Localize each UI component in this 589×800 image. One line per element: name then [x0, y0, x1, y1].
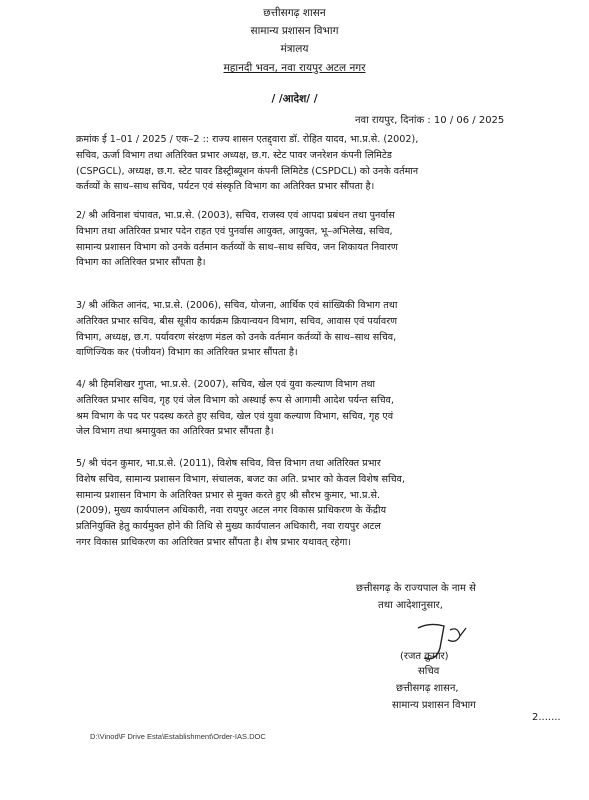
paragraph-line: सामान्य प्रशासन विभाग के अतिरिक्त प्रभार से मुक्त करते हुए श्री सौरभ कुमार, भा.प्र.से.: [76, 489, 381, 501]
paragraph-line: 4/ श्री हिमशिखर गुप्ता, भा.प्र.से. (2007), सचिव, खेल एवं युवा कल्याण विभाग तथा: [76, 379, 376, 390]
date-line: नवा रायपुर, दिनांक : 10 / 06 / 2025: [355, 115, 505, 126]
signatory-org-2: सामान्य प्रशासन विभाग: [392, 700, 476, 711]
paragraph-line: विभाग, अध्यक्ष, छ.ग. पर्यावरण संरक्षण मंडल को उनके वर्तमान कर्तव्यों के साथ–साथ सचिव,: [76, 331, 397, 343]
paragraph-line: विभाग तथा अतिरिक्त प्रभार पदेन राहत एवं पुनर्वास आयुक्त, आयुक्त, भू–अभिलेख, सचिव,: [76, 225, 393, 237]
signatory-designation: सचिव: [418, 666, 440, 677]
paragraph-1: [76, 132, 552, 195]
paragraph-line: सामान्य प्रशासन विभाग को उनके वर्तमान कर्तव्यों के साथ–साथ सचिव, जन शिकायत निवारण: [76, 241, 398, 253]
paragraph-line: विशेष सचिव, सामान्य प्रशासन विभाग, संचालक, बजट का अति. प्रभार को केवल विशेष सचिव,: [76, 473, 405, 485]
paragraph-line: विभाग का अतिरिक्त प्रभार सौंपता है।: [76, 257, 206, 269]
closing-line-2: तथा आदेशानुसार,: [378, 600, 443, 611]
paragraph-line: 5/ श्री चंदन कुमार, भा.प्र.से. (2011), विशेष सचिव, वित्त विभाग तथा अतिरिक्त प्रभार: [76, 458, 381, 469]
paragraph-line: 2/ श्री अविनाश चंपावत, भा.प्र.से. (2003), सचिव, राजस्व एवं आपदा प्रबंधन तथा पुनर्वास: [76, 210, 395, 221]
paragraph-line: कर्तव्यों के साथ–साथ सचिव, पर्यटन एवं संस्कृति विभाग का अतिरिक्त प्रभार सौंपता है।: [76, 181, 375, 193]
header-ministry: मंत्रालय: [280, 43, 309, 55]
paragraph-5: [76, 456, 552, 551]
paragraph-line: (CSPGCL), अध्यक्ष, छ.ग. स्टेट पावर डिस्ट्रीब्यूशन कंपनी लिमिटेड (CSPDCL) को उनके वर्तमान: [76, 165, 419, 177]
paragraph-3: [76, 298, 552, 361]
page-number: 2.......: [532, 712, 561, 723]
paragraph-line: अतिरिक्त प्रभार सचिव, बीस सूत्रीय कार्यक्रम क्रियान्वयन विभाग, सचिव, आवास एवं पर्यावरण: [76, 315, 398, 327]
paragraph-line: जेल विभाग तथा श्रमायुक्त का अतिरिक्त प्रभार सौंपता है।: [76, 426, 274, 438]
paragraph-line: सचिव, ऊर्जा विभाग तथा अतिरिक्त प्रभार अध्यक्ष, छ.ग. स्टेट पावर जनरेशन कंपनी लिमिटेड: [76, 149, 392, 161]
signatory-name: (रजत कुमार): [400, 651, 449, 662]
closing-line-1: छत्तीसगढ़ के राज्यपाल के नाम से: [356, 583, 476, 594]
header-address: महानदी भवन, नवा रायपुर अटल नगर: [223, 62, 366, 74]
paragraph-line: श्रम विभाग के पद पर पदस्थ करते हुए सचिव, खेल एवं युवा कल्याण विभाग, सचिव, गृह एवं: [76, 410, 394, 422]
paragraph-line: प्रतिनियुक्ति हेतु कार्यमुक्त होने की तिथि से मुख्य कार्यपालन अधिकारी, नवा रायपुर अटल: [76, 521, 381, 533]
paragraph-line: (2009), मुख्य कार्यपालन अधिकारी, नवा रायपुर अटल नगर विकास प्राधिकरण के केंद्रीय: [76, 505, 387, 517]
order-title: / /आदेश/ /: [271, 93, 318, 105]
paragraph-line: अतिरिक्त प्रभार सचिव, गृह एवं जेल विभाग को अस्थाई रूप से आगामी आदेश पर्यन्त सचिव,: [76, 394, 394, 406]
file-path: D:\Vinod\F Drive Esta\Establishment\Order-IAS.DOC: [90, 732, 266, 741]
paragraph-2: [76, 208, 552, 271]
header-department: सामान्य प्रशासन विभाग: [250, 25, 339, 37]
paragraph-line: वाणिज्यिक कर (पंजीयन) विभाग का अतिरिक्त प्रभार सौंपता है।: [76, 347, 298, 359]
signatory-org-1: छत्तीसगढ़ शासन,: [396, 683, 459, 694]
paragraph-line: क्रमांक ई 1–01 / 2025 / एक–2 :: राज्य शासन एतद्द्वारा डॉ. रोहित यादव, भा.प्र.से. (2002),: [76, 134, 419, 145]
paragraph-4: [76, 377, 552, 440]
paragraph-line: नगर विकास प्राधिकरण का अतिरिक्त प्रभार सौंपता है। शेष प्रभार यथावत् रहेगा।: [76, 536, 351, 548]
header-government: छत्तीसगढ़ शासन: [263, 7, 326, 19]
paragraph-line: 3/ श्री अंकित आनंद, भा.प्र.से. (2006), सचिव, योजना, आर्थिक एवं सांख्यिकी विभाग तथा: [76, 300, 398, 311]
